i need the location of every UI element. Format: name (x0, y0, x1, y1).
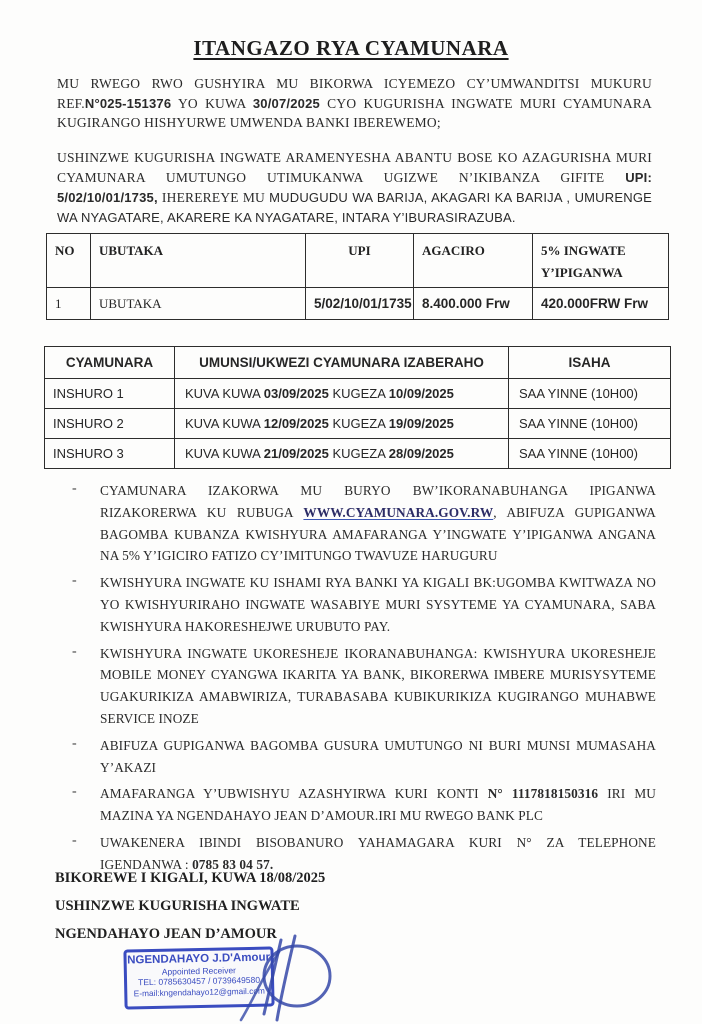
bullet-dash: - (72, 573, 77, 589)
date-end: 10/09/2025 (388, 386, 454, 401)
round-dates (175, 439, 509, 469)
ref-number: N°025-151376 (84, 95, 172, 111)
schedule-header-row (45, 347, 671, 379)
round-label: INSHURO 1 (45, 379, 175, 409)
dates-prefix: KUVA KUWA (185, 446, 264, 461)
schedule-row-2 (45, 409, 671, 439)
stamp-name: NGENDAHAYO J.D'Amour (127, 951, 271, 967)
intro-text-2: YO KUWA (171, 95, 253, 111)
bullet-dash: - (72, 784, 77, 800)
intro-paragraph (57, 74, 652, 133)
cell-no: 1 (47, 288, 91, 320)
round-time: SAA YINNE (10H00) (509, 379, 671, 409)
bullet5-text-2: IRI MU MAZINA YA NGENDAHAYO JEAN D’AMOUR.IRI MU RWEGO BANK PLC (100, 786, 657, 824)
bullet-text-bank-payment: KWISHYURA INGWATE KU ISHAMI RYA BANKI YA KIGALI BK:UGOMBA KWITWAZA NO YO KWISHYURIRAHO INGWATE WASABIYE MURI SYSYTEME YA CYAMUNARA, SABA KWISHYURA HAKORESHEJWE URUBUTO PAY. (100, 575, 656, 634)
list-item (72, 783, 656, 827)
schedule-row-1 (45, 379, 671, 409)
header-ingwate: 5% INGWATE Y’IPIGANWA (533, 234, 669, 288)
closing-block (55, 864, 655, 948)
bullet-dash: - (72, 481, 77, 496)
property-table-row (47, 288, 669, 320)
document-title (0, 36, 702, 61)
bullet1-text-2: , ABIFUZA GUPIGANWA BAGOMBA KUBANZA KWISHYURA AMAFARANGA Y’INGWATE Y’IPIGANWA ANGANA NA 5% Y’IGICIRO FATIZO CY’IMITUNGO TWAVUZE HARUGURU (100, 504, 656, 564)
header-cyamunara: CYAMUNARA (45, 347, 175, 379)
round-dates (175, 409, 509, 439)
cyamunara-website-link: WWW.CYAMUNARA.GOV.RW (303, 504, 494, 520)
closing-place-date: BIKOREWE I KIGALI, KUWA 18/08/2025 (55, 870, 326, 886)
bullet-dash: - (72, 735, 77, 751)
cell-ingwate: 420.000FRW Frw (533, 288, 669, 320)
dates-mid: KUGEZA (328, 446, 389, 461)
bullet-text-electronic-payment: KWISHYURA INGWATE UKORESHEJE IKORANABUHANGA: KWISHYURA UKORESHEJE MOBILE MONEY CYANGWA IKARITA YA BANK, BIKORERWA IMBERE MURISYSYTEME UGAKURIKIZA AMABWIRIZA, TURABASABA KUBIKURIKIZA KUGIRANGO MUHABWE SERVICE INOZE (100, 645, 656, 726)
round-time: SAA YINNE (10H00) (509, 409, 671, 439)
header-umunsi: UMUNSI/UKWEZI CYAMUNARA IZABERAHO (175, 347, 509, 379)
property-text-1: USHINZWE KUGURISHA INGWATE ARAMENYESHA ABANTU BOSE KO AZAGURISHA MURI CYAMUNARA UMUTUNGO UTIMUKANWA UGIZWE N’IKIBANZA GIFITE (57, 150, 652, 185)
bullet-dash: - (72, 832, 77, 848)
property-location: MUDUGUDU WA BARIJA, AKAGARI KA BARIJA , UMURENGE WA NYAGATARE, AKARERE KA NYAGATARE, INTARA Y’IBURASIRAZUBA. (57, 190, 652, 225)
list-item (72, 643, 656, 730)
document-title-text: ITANGAZO RYA CYAMUNARA (193, 36, 509, 60)
bullet-text-online-auction (100, 480, 656, 567)
cell-upi: 5/02/10/01/1735 (306, 288, 414, 320)
header-upi: UPI (306, 234, 414, 288)
date-start: 21/09/2025 (263, 446, 329, 461)
bullet-dash: - (72, 643, 77, 659)
header-ubutaka: UBUTAKA (91, 234, 306, 288)
bullet1-text-1: CYAMUNARA IZAKORWA MU BURYO BW’IKORANABUHANGA IPIGANWA RIZAKORERWA KU RUBUGA (100, 483, 656, 520)
date-start: 12/09/2025 (263, 416, 329, 431)
round-dates (175, 379, 509, 409)
signature-scribble (233, 926, 353, 1024)
header-isaha: ISAHA (509, 347, 671, 379)
round-label: INSHURO 2 (45, 409, 175, 439)
cell-agaciro: 8.400.000 Frw (414, 288, 533, 320)
dates-mid: KUGEZA (328, 386, 389, 401)
closing-signatory-name: NGENDAHAYO JEAN D’AMOUR (55, 926, 277, 942)
list-item (72, 480, 656, 567)
round-label: INSHURO 3 (45, 439, 175, 469)
account-number: N° 1117818150316 (487, 786, 599, 802)
dates-prefix: KUVA KUWA (185, 416, 264, 431)
bullet5-text-1: AMAFARANGA Y’UBWISHYU AZASHYIRWA KURI KONTI (100, 786, 488, 802)
conditions-list (72, 480, 656, 881)
bullet-text-account (100, 783, 656, 827)
dates-mid: KUGEZA (328, 416, 389, 431)
schedule-table (44, 346, 671, 469)
list-item (72, 572, 656, 637)
closing-role: USHINZWE KUGURISHA INGWATE (55, 898, 300, 914)
stamp-phone: TEL: 0785630457 / 0739649580 (137, 974, 261, 988)
property-paragraph (57, 148, 652, 228)
date-start: 03/09/2025 (263, 386, 329, 401)
contact-phone-number: 0785 83 04 57. (192, 856, 274, 872)
header-no: NO (47, 234, 91, 288)
list-item (72, 735, 656, 779)
stamp-email: E-mail:kngendahayo12@gmail.com (133, 985, 265, 999)
property-table-header-row (47, 234, 669, 288)
property-text-2: IHEREREYE MU (157, 190, 270, 205)
dates-prefix: KUVA KUWA (185, 386, 264, 401)
property-table (46, 233, 669, 320)
intro-text-3: CYO KUGURISHA INGWATE MURI CYAMUNARA KUGIRANGO HISHYURWE UMWENDA BANKI IBEREWEMO; (57, 95, 652, 130)
intro-text-1: MU RWEGO RWO GUSHYIRA MU BIKORWA ICYEMEZO CY’UMWANDITSI MUKURU REF. (57, 76, 652, 111)
round-time: SAA YINNE (10H00) (509, 439, 671, 469)
stamp-role: Appointed Receiver (161, 965, 237, 977)
property-upi: UPI: 5/02/10/01/1735, (57, 170, 652, 205)
date-end: 28/09/2025 (388, 446, 454, 461)
bullet-text-property-visit: ABIFUZA GUPIGANWA BAGOMBA GUSURA UMUTUNGO NI BURI MUNSI MUMASAHA Y’AKAZI (100, 737, 656, 775)
schedule-row-3 (45, 439, 671, 469)
bullet6-text-1: UWAKENERA IBINDI BISOBANURO YAHAMAGARA KURI N° ZA TELEPHONE IGENDANWA : (100, 834, 656, 872)
header-agaciro: AGACIRO (414, 234, 533, 288)
cell-ubutaka: UBUTAKA (91, 288, 306, 320)
decision-date: 30/07/2025 (252, 95, 320, 111)
date-end: 19/09/2025 (388, 416, 454, 431)
